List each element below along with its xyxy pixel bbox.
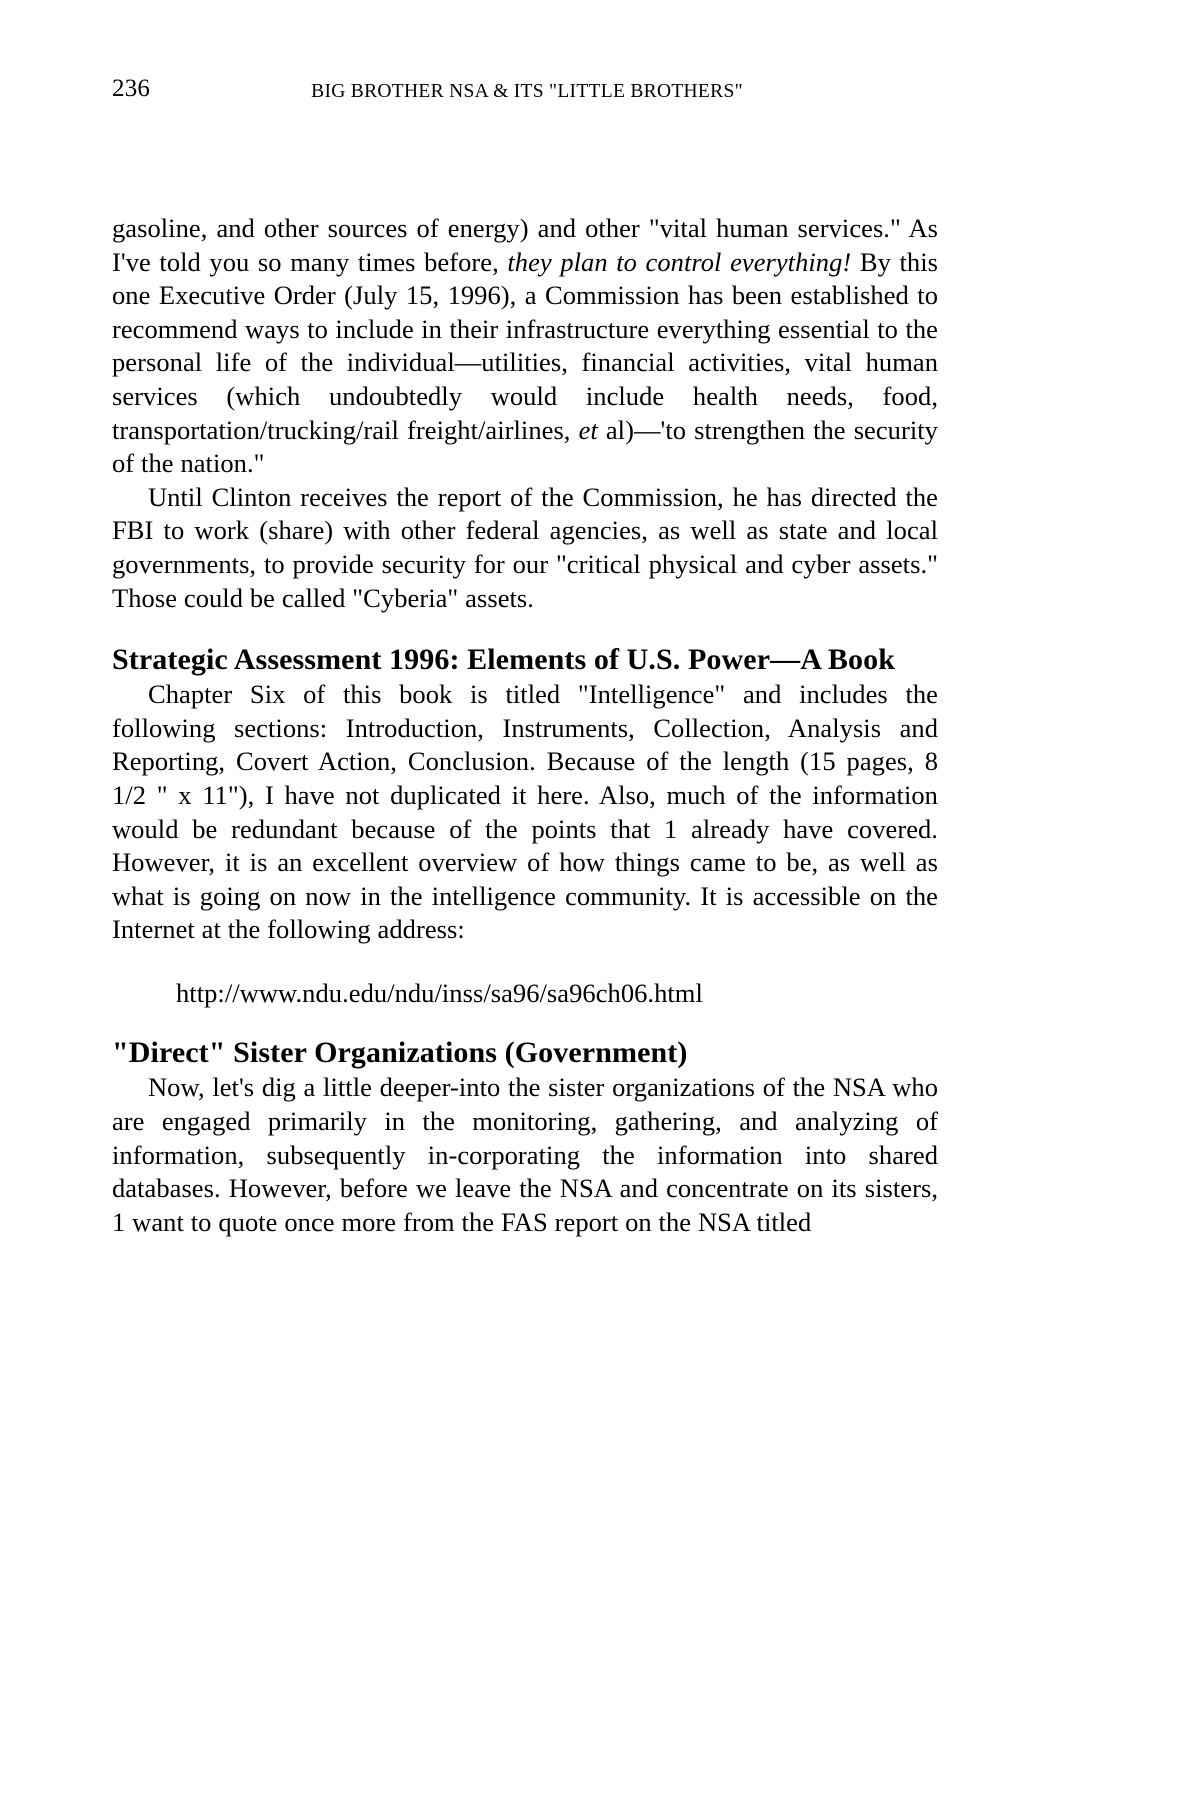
text-column (112, 212, 938, 1239)
para1-part3: al)—'to strengthen the security of the nation." (112, 414, 938, 479)
spacer-before-url (112, 947, 938, 977)
heading-strategic-assessment: Strategic Assessment 1996: Elements of U.S. Power—A Book (112, 643, 896, 677)
paragraph-until-clinton: Until Clinton receives the report of the Commission, he has directed the FBI to work (share) with other federal agencies, as well as state and local governments, to provide security for our "critical physical and cyber assets." Those could be called "Cyberia" assets. (112, 481, 938, 613)
page-number: 236 (112, 75, 151, 102)
running-header-title: BIG BROTHER NSA & ITS "LITTLE BROTHERS" (311, 81, 743, 102)
para1-italic-emphasis-2: et (578, 414, 598, 445)
para1-part1: gasoline, and other sources of energy) and other "vital human services." As I've told you so many times before, (112, 213, 938, 277)
heading-direct-sister-organizations: "Direct" Sister Organizations (Government) (112, 1036, 688, 1070)
paragraph-chapter-six: Chapter Six of this book is titled "Intelligence" and includes the following sections: Introduction, Instruments, Collection, Analysis and Reporting, Covert Action, Conclusion. Because of the length (15 pages, 8 1/2 " x 11"), I have not duplicated it here. Also, much of the information would be redundant because of the points that 1 already have covered. However, it is an excellent overview of how things came to be, as well as what is going on now in the intelligence community. It is accessible on the Internet at the following address: (112, 679, 938, 945)
running-header (112, 72, 942, 106)
para1-italic-emphasis-1: they plan to control everything! (507, 246, 852, 277)
paragraph-continuation (112, 212, 938, 481)
paragraph-sister-organizations: Now, let's dig a little deeper-into the sister organizations of the NSA who are engaged primarily in the monitoring, gathering, and analyzing of information, subsequently in-corporating the information into shared databases. However, before we leave the NSA and concentrate on its sisters, 1 want to quote once more from the FAS report on the NSA titled (112, 1072, 938, 1237)
para1-part2: By this one Executive Order (July 15, 1996), a Commission has been established to recommend ways to include in their infrastructure everything essential to the personal life of the individual—utilities, financial activities, vital human services (which undoubtedly would include health needs, food, transportation/trucking/rail freight/airlines, (112, 246, 938, 445)
url-ndu-strategic-assessment[interactable]: http://www.ndu.edu/ndu/inss/sa96/sa96ch06.html (176, 977, 703, 1008)
